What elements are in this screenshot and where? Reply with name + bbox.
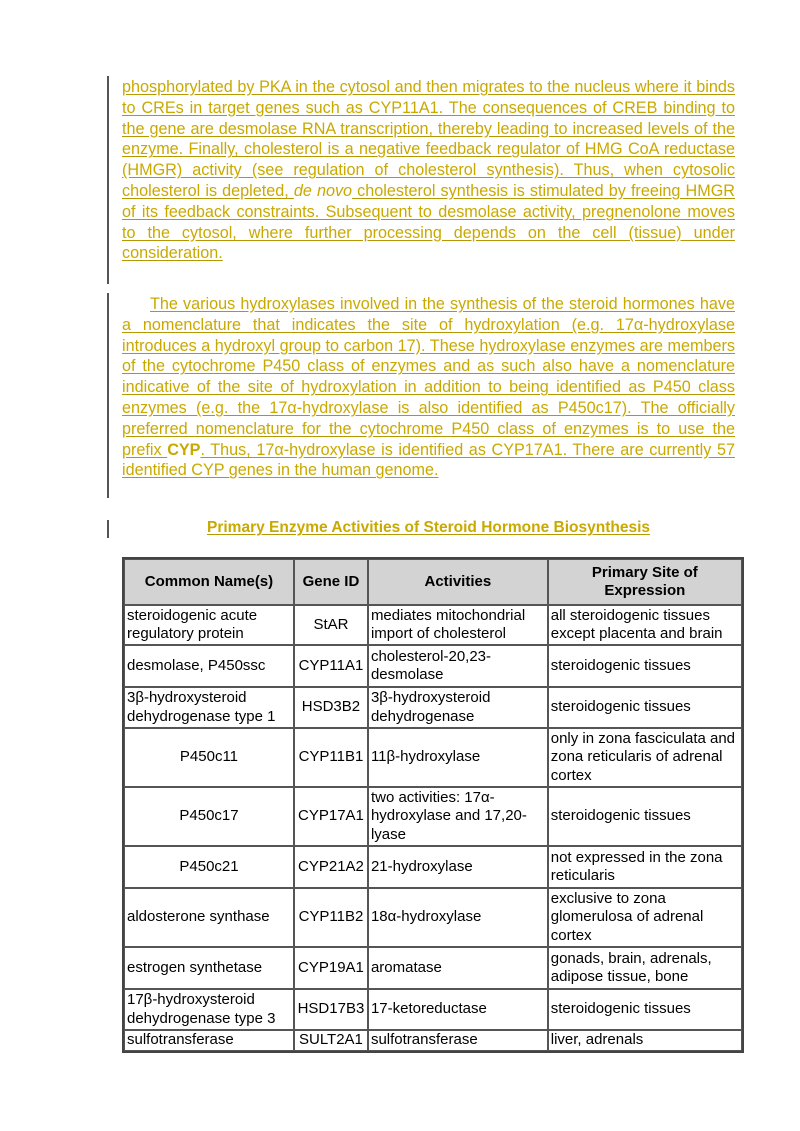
cell-common-name: P450c11 — [124, 728, 294, 787]
cell-site: liver, adrenals — [548, 1030, 742, 1051]
cell-gene-id: CYP19A1 — [294, 947, 368, 989]
cell-common-name: P450c21 — [124, 846, 294, 888]
table-title: Primary Enzyme Activities of Steroid Hormone Biosynthesis — [206, 519, 651, 536]
cell-common-name: estrogen synthetase — [124, 947, 294, 989]
enzyme-table — [122, 557, 744, 1053]
cell-gene-id: CYP11B2 — [294, 888, 368, 947]
table-row — [124, 605, 742, 645]
cell-site: only in zona fasciculata and zona reticularis of adrenal cortex — [548, 728, 742, 787]
header-common-name: Common Name(s) — [124, 559, 294, 605]
table-row — [124, 787, 742, 846]
cell-activities: sulfotransferase — [368, 1030, 548, 1051]
cell-common-name: P450c17 — [124, 787, 294, 846]
table-row — [124, 687, 742, 728]
paragraph-1-italic: de novo — [293, 181, 353, 200]
cell-site: not expressed in the zona reticularis — [548, 846, 742, 888]
paragraph-hydroxylase-nomenclature — [122, 294, 735, 481]
cell-activities: cholesterol-20,23-desmolase — [368, 645, 548, 687]
change-bar-1 — [107, 76, 109, 284]
paragraph-2-text-a: The various hydroxylases involved in the synthesis of the steroid hormones have a nomenclature that indicates the site of hydroxylation (e.g. 17α-hydroxylase introduces a hydroxyl group to carbon 17). These hydroxylase enzymes are members of the cytochrome P450 class of enzymes and as such also have a nomenclature indicative of the site of hydroxylation in addition to being identified as P450 class enzymes (e.g. the 17α-hydroxylase is also identified as P450c17). The officially preferred nomenclature for the cytochrome P450 class of enzymes is to use the prefix — [122, 295, 735, 459]
cell-site: steroidogenic tissues — [548, 687, 742, 728]
cell-activities: 11β-hydroxylase — [368, 728, 548, 787]
table-row — [124, 728, 742, 787]
change-bar-3 — [107, 520, 109, 538]
cell-activities: 21-hydroxylase — [368, 846, 548, 888]
paragraph-2-text-b: . Thus, 17α-hydroxylase is identified as CYP17A1. There are currently 57 identified CYP genes in the human genome. — [122, 440, 735, 480]
cell-common-name: 17β-hydroxysteroid dehydrogenase type 3 — [124, 989, 294, 1030]
cell-gene-id: StAR — [294, 605, 368, 645]
cell-activities: 18α-hydroxylase — [368, 888, 548, 947]
cell-common-name: steroidogenic acute regulatory protein — [124, 605, 294, 645]
cell-site: steroidogenic tissues — [548, 787, 742, 846]
cell-activities: 17-ketoreductase — [368, 989, 548, 1030]
cell-gene-id: HSD17B3 — [294, 989, 368, 1030]
table-row — [124, 989, 742, 1030]
header-site-of-expression: Primary Site of Expression — [548, 559, 742, 605]
table-row — [124, 1030, 742, 1051]
paragraph-1-text-b: cholesterol synthesis is stimulated by freeing HMGR of its feedback constraints. Subsequent to desmolase activity, pregnenolone moves to the cytosol, where further processing depends on the cell (tissue) under consideration. — [122, 181, 735, 263]
cell-gene-id: CYP17A1 — [294, 787, 368, 846]
table-row — [124, 645, 742, 687]
cell-activities: 3β-hydroxysteroid dehydrogenase — [368, 687, 548, 728]
table-row — [124, 947, 742, 989]
table-header-row — [124, 559, 742, 605]
cell-site: all steroidogenic tissues except placenta and brain — [548, 605, 742, 645]
table-row — [124, 846, 742, 888]
cell-common-name: sulfotransferase — [124, 1030, 294, 1051]
change-bar-2 — [107, 293, 109, 498]
cell-activities: aromatase — [368, 947, 548, 989]
header-activities: Activities — [368, 559, 548, 605]
cell-gene-id: SULT2A1 — [294, 1030, 368, 1051]
cell-gene-id: CYP11A1 — [294, 645, 368, 687]
cell-common-name: desmolase, P450ssc — [124, 645, 294, 687]
cell-gene-id: CYP21A2 — [294, 846, 368, 888]
cell-site: steroidogenic tissues — [548, 989, 742, 1030]
cell-activities: mediates mitochondrial import of cholesterol — [368, 605, 548, 645]
cell-site: gonads, brain, adrenals, adipose tissue, bone — [548, 947, 742, 989]
cell-site: exclusive to zona glomerulosa of adrenal cortex — [548, 888, 742, 947]
paragraph-cholesterol-regulation — [122, 77, 735, 264]
paragraph-1-text-a: phosphorylated by PKA in the cytosol and then migrates to the nucleus where it binds to CREs in target genes such as CYP11A1. The consequences of CREB binding to the gene are desmolase RNA transcription, thereby leading to increased levels of the enzyme. Finally, cholesterol is a negative feedback regulator of HMG CoA reductase (HMGR) activity (see regulation of cholesterol synthesis). Thus, when cytosolic cholesterol is depleted, — [122, 78, 735, 200]
paragraph-2-bold: CYP — [167, 440, 201, 459]
header-gene-id: Gene ID — [294, 559, 368, 605]
cell-site: steroidogenic tissues — [548, 645, 742, 687]
cell-gene-id: HSD3B2 — [294, 687, 368, 728]
table-row — [124, 888, 742, 947]
cell-gene-id: CYP11B1 — [294, 728, 368, 787]
cell-activities: two activities: 17α-hydroxylase and 17,20-lyase — [368, 787, 548, 846]
cell-common-name: 3β-hydroxysteroid dehydrogenase type 1 — [124, 687, 294, 728]
cell-common-name: aldosterone synthase — [124, 888, 294, 947]
